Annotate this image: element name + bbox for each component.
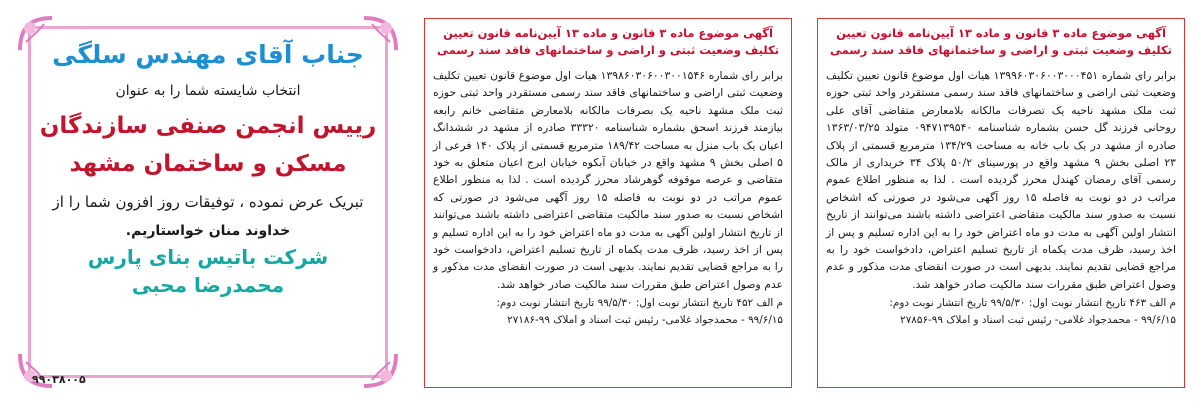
card-intro-line: انتخاب شایسته شما را به عنوان	[115, 83, 301, 99]
card-ad-code: ۹۹۰۳۸۰۰۵	[32, 373, 86, 386]
card-content	[38, 34, 378, 366]
card-wish: خداوند منان خواستاریم.	[125, 223, 291, 239]
notice-body: برابر رای شماره ۱۳۹۹۶۰۳۰۶۰۰۳۰۰۰۴۵۱ هیات اول موضوع قانون تعیین تکلیف وضعیت ثبتی اراضی و ساختمانهای فاقد سند رسمی مستقردر واحد ثبتی حوزه ثبت ملک مشهد ناحیه یک تصرفات مالکانه بلامعارض متقاضی آقای علی روحانی فرزند گل حسن بشماره شناسنامه ۰۹۴۷۱۳۹۵۴۰ متولد ۱۳۶۳/۰۳/۲۵ صادره از مشهد در یک باب خانه به مساحت ۱۳۴/۲۹ مترمربع قسمتی از پلاک ۲۳ اصلی بخش ۹ مشهد واقع در پورسینای ۵۰/۲ پلاک ۳۴ خریداری از مالک رسمی آقای رمضان کهندل محرز گردیده است . لذا به منظور اطلاع عموم مراتب در دو نوبت به فاصله ۱۵ روز آگهی می‌شود در صورتی که اشخاص نسبت به صدور سند مالکیت متقاضی اعتراضی داشته باشند می‌توانند از تاریخ انتشار اولین آگهی به مدت دو ماه اعتراض خود را به این اداره تسلیم و پس از اخذ رسید، ظرف مدت یکماه از تاریخ تسلیم اعتراض، دادخواست خود را به مراجع قضایی تقدیم نمایند. بدیهی است در صورت انقضای مدت مذکور و عدم وصول اعتراض طبق مقررات سند مالکیت صادر خواهد شد.	[826, 69, 1176, 291]
card-person: محمدرضا محبی	[131, 273, 285, 297]
notice-body: برابر رای شماره ۱۳۹۸۶۰۳۰۶۰۰۳۰۰۱۵۴۶ هیات اول موضوع قانون تعیین تکلیف وضعیت ثبتی اراضی و ساختمانهای فاقد سند رسمی مستقردر واحد ثبتی حوزه ثبت ملک مشهد ناحیه یک بصرفات مالکانه بلامعارض متقاضی خانم رابعه بیازمند فرزند اسحق بشماره شناسنامه ۳۳۳۲۰ صادره از مشهد در ششدانگ اعیان یک باب منزل به مساحت ۱۸۹/۴۲ مترمربع قسمتی از پلاک ۱۴۰ فرعی از ۵ اصلی بخش ۹ مشهد واقع در خیابان آبکوه خیابان ایرج اعیان متعلق به خود متقاضی و عرصه موقوفه گوهرشاد محرز گردیده است . لذا به منظور اطلاع عموم مراتب در دو نوبت به فاصله ۱۵ روز آگهی می‌شود در صورتی که اشخاص نسبت به صدور سند مالکیت متقاضی اعتراضی داشته باشند می‌توانند از تاریخ انتشار اولین آگهی به مدت دو ماه اعتراض خود را به این اداره تسلیم و پس از اخذ رسید، ظرف مدت یکماه از تاریخ تسلیم اعتراض، دادخواست خود را به مراجع قضایی تقدیم نمایند. بدیهی است در صورت انقضای مدت مذکور و عدم وصول اعتراض طبق مقررات سند مالکیت صادر خواهد شد.	[433, 69, 783, 291]
congratulation-card	[18, 16, 398, 388]
notice-heading: آگهی موضوع ماده ۳ قانون و ماده ۱۳ آیین‌نامه قانون تعیین تکلیف وضعیت ثبتی و اراضی و ساختمانهای فاقد سند رسمی	[437, 26, 779, 57]
registry-notice	[817, 18, 1185, 388]
notice-footer-line-2: ۹۹/۶/۱۵ - محمدجواد غلامی- رئیس ثبت اسناد و املاک ۹۹-۲۷۸۵۶	[900, 314, 1176, 327]
notice-footer-line-1: م الف ۴۵۲ تاریخ انتشار نوبت اول: ۹۹/۵/۳۰ تاریخ انتشار نوبت دوم:	[496, 297, 783, 310]
registry-notice	[424, 18, 792, 388]
card-title: جناب آقای مهندس سلگی	[52, 40, 364, 69]
card-role-line-2: مسکن و ساختمان مشهد	[69, 151, 347, 177]
card-message: تبریک عرض نموده ، توفیقات روز افزون شما را از	[52, 193, 364, 211]
notice-footer-line-2: ۹۹/۶/۱۵ - محمدجواد غلامی- رئیس ثبت اسناد و املاک ۹۹-۲۷۱۸۶	[507, 314, 783, 327]
card-role-line-1: رییس انجمن صنفی سازندگان	[39, 113, 377, 139]
card-company: شرکت باتیس بنای پارس	[87, 245, 329, 269]
notice-heading: آگهی موضوع ماده ۳ قانون و ماده ۱۳ آیین‌نامه قانون تعیین تکلیف وضعیت ثبتی و اراضی و ساختمانهای فاقد سند رسمی	[830, 26, 1172, 57]
notice-footer-line-1: م الف ۴۶۳ تاریخ انتشار نوبت اول: ۹۹/۵/۳۰ تاریخ انتشار نوبت دوم:	[889, 297, 1176, 310]
